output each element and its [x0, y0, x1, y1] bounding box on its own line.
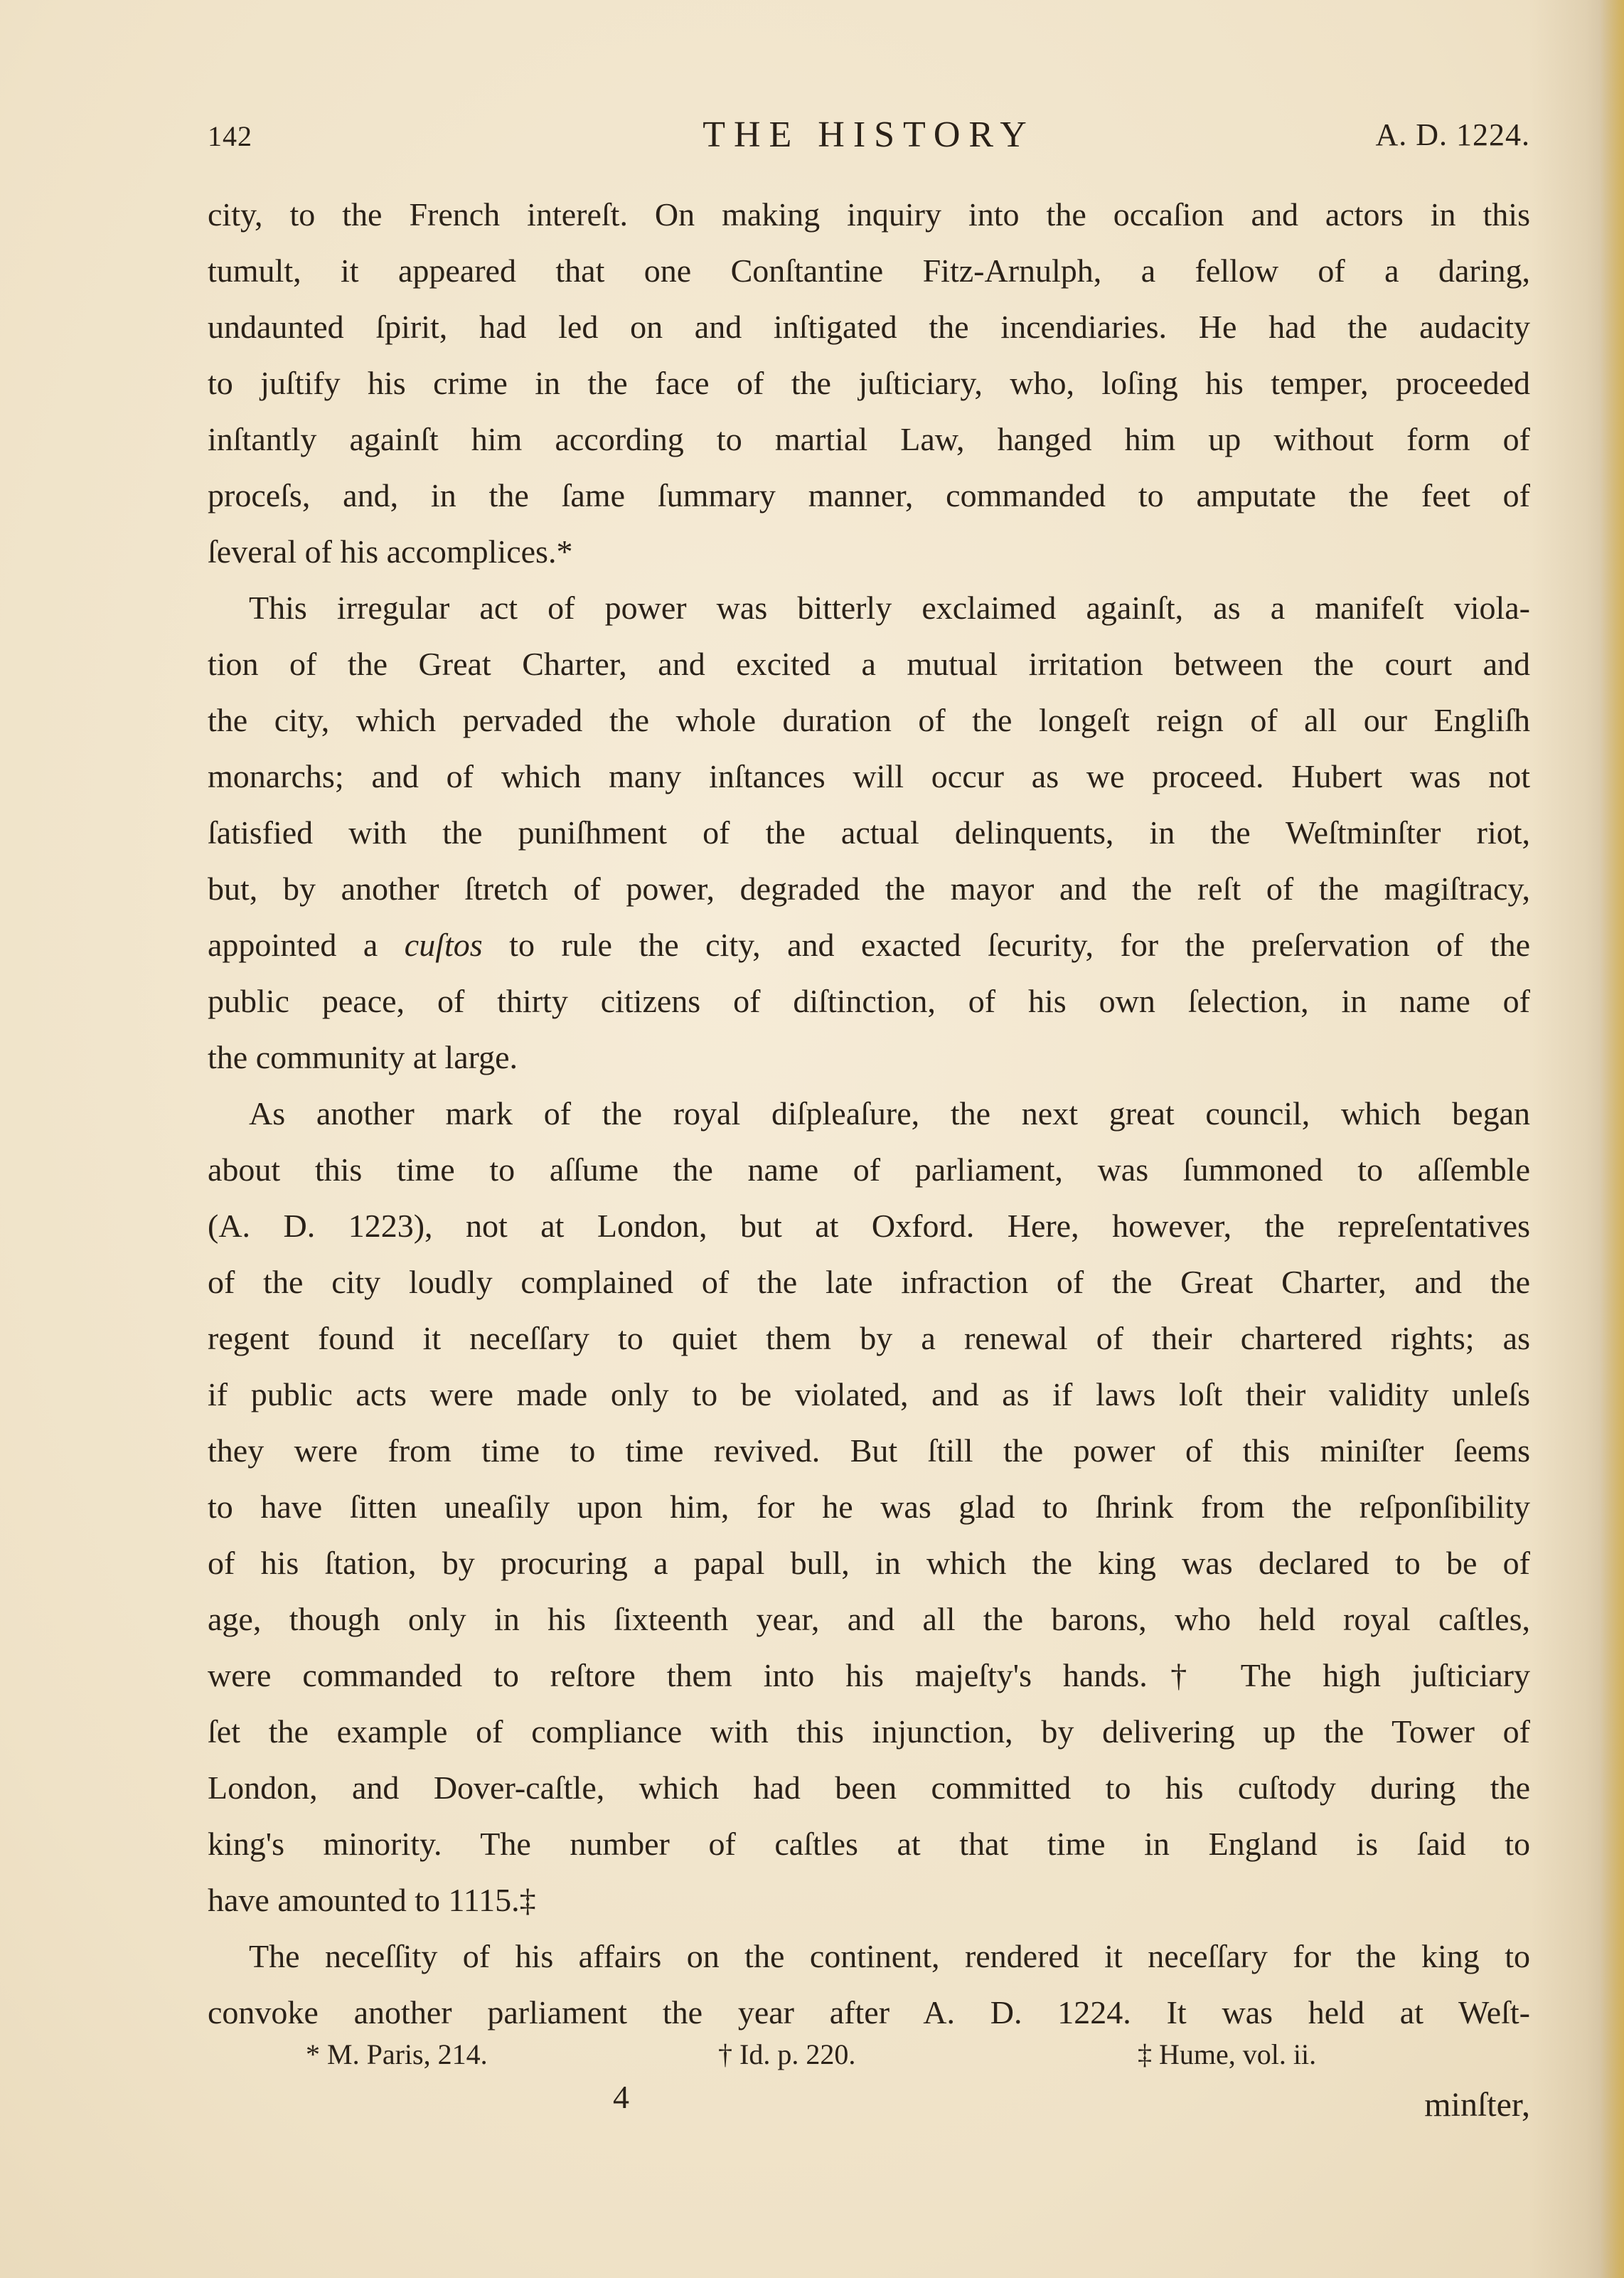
footnote: † Id. p. 220. [718, 2038, 856, 2070]
text-line: As another mark of the royal diſpleaſure, the next great council, which began [249, 1095, 1530, 1132]
text-line: proceſs, and, in the ſame ſummary manner, commanded to amputate the feet of [208, 477, 1530, 513]
paragraph [208, 580, 1530, 1085]
text-line: king's minority. The number of caſtles at that time in England is ſaid to [208, 1826, 1530, 1862]
text-line: London, and Dover-caſtle, which had been committed to his cuſtody during the [208, 1769, 1530, 1806]
text-line: regent found it neceſſary to quiet them by a renewal of their chartered rights; as [208, 1320, 1530, 1356]
header-year: A. D. 1224. [1375, 117, 1530, 152]
signature-mark: 4 [613, 2079, 629, 2115]
text-line: city, to the French intereſt. On making inquiry into the occaſion and actors in this [208, 196, 1530, 233]
page-gutter-shadow [1600, 0, 1624, 2278]
text-line: age, though only in his ſixteenth year, and all the barons, who held royal caſtles, [208, 1601, 1530, 1637]
running-header [208, 114, 1530, 164]
text-line: to juſtify his crime in the face of the juſticiary, who, loſing his temper, proceeded [208, 365, 1530, 401]
text-line: of his ſtation, by procuring a papal bull, in which the king was declared to be of [208, 1545, 1530, 1581]
paragraph [208, 186, 1530, 580]
text-line: tumult, it appeared that one Conſtantine Fitz-Arnulph, a fellow of a daring, [208, 252, 1530, 289]
text-line: ſeveral of his accomplices.* [208, 533, 573, 570]
text-line: undaunted ſpirit, had led on and inſtigated the incendiaries. He had the audacity [208, 309, 1530, 345]
catchword: minſter, [1424, 2086, 1530, 2124]
page-number: 142 [208, 120, 252, 152]
text-line: but, by another ſtretch of power, degraded the mayor and the reſt of the magiſtracy, [208, 871, 1530, 907]
text-line: the community at large. [208, 1039, 518, 1075]
text-line: ſatisfied with the puniſhment of the actual delinquents, in the Weſtminſter riot, [208, 814, 1530, 851]
paragraph [208, 1085, 1530, 1928]
footnote: ‡ Hume, vol. ii. [1138, 2038, 1317, 2070]
footnote: * M. Paris, 214. [306, 2038, 488, 2070]
text-line: about this time to aſſume the name of parliament, was ſummoned to aſſemble [208, 1151, 1530, 1188]
running-title: THE HISTORY [703, 115, 1035, 155]
text-line: have amounted to 1115.‡ [208, 1882, 536, 1918]
paragraph [208, 1928, 1530, 2040]
text-line: of the city loudly complained of the late infraction of the Great Charter, and the [208, 1264, 1530, 1300]
text-line: to have ſitten uneaſily upon him, for he was glad to ſhrink from the reſponſibility [208, 1489, 1530, 1525]
text-line: convoke another parliament the year after A. D. 1224. It was held at Weſt- [208, 1994, 1530, 2030]
text-line: were commanded to reſtore them into his majeſty's hands.† The high juſticiary [208, 1657, 1530, 1693]
text-line: monarchs; and of which many inſtances will occur as we proceed. Hubert was not [208, 758, 1530, 794]
text-line: appointed a cuſtos to rule the city, and exacted ſecurity, for the preſervation of the [208, 927, 1530, 963]
text-line: This irregular act of power was bitterly exclaimed againſt, as a manifeſt viola- [249, 590, 1530, 626]
footnotes [306, 2038, 1486, 2080]
text-line: The neceſſity of his affairs on the continent, rendered it neceſſary for the king to [249, 1938, 1530, 1974]
text-line: ſet the example of compliance with this injunction, by delivering up the Tower of [208, 1713, 1530, 1750]
text-line: (A. D. 1223), not at London, but at Oxford. Here, however, the repreſentatives [208, 1208, 1530, 1244]
body-text [208, 186, 1530, 2040]
italic-word: cuſtos [404, 927, 483, 963]
text-line: the city, which pervaded the whole duration of the longeſt reign of all our Engliſh [208, 702, 1530, 738]
text-line: if public acts were made only to be violated, and as if laws loſt their validity unleſs [208, 1376, 1530, 1412]
text-line: inſtantly againſt him according to martial Law, hanged him up without form of [208, 421, 1530, 457]
text-line: public peace, of thirty citizens of diſtinction, of his own ſelection, in name of [208, 983, 1530, 1019]
text-line: tion of the Great Charter, and excited a mutual irritation between the court and [208, 646, 1530, 682]
text-line: they were from time to time revived. But ſtill the power of this miniſter ſeems [208, 1432, 1530, 1469]
